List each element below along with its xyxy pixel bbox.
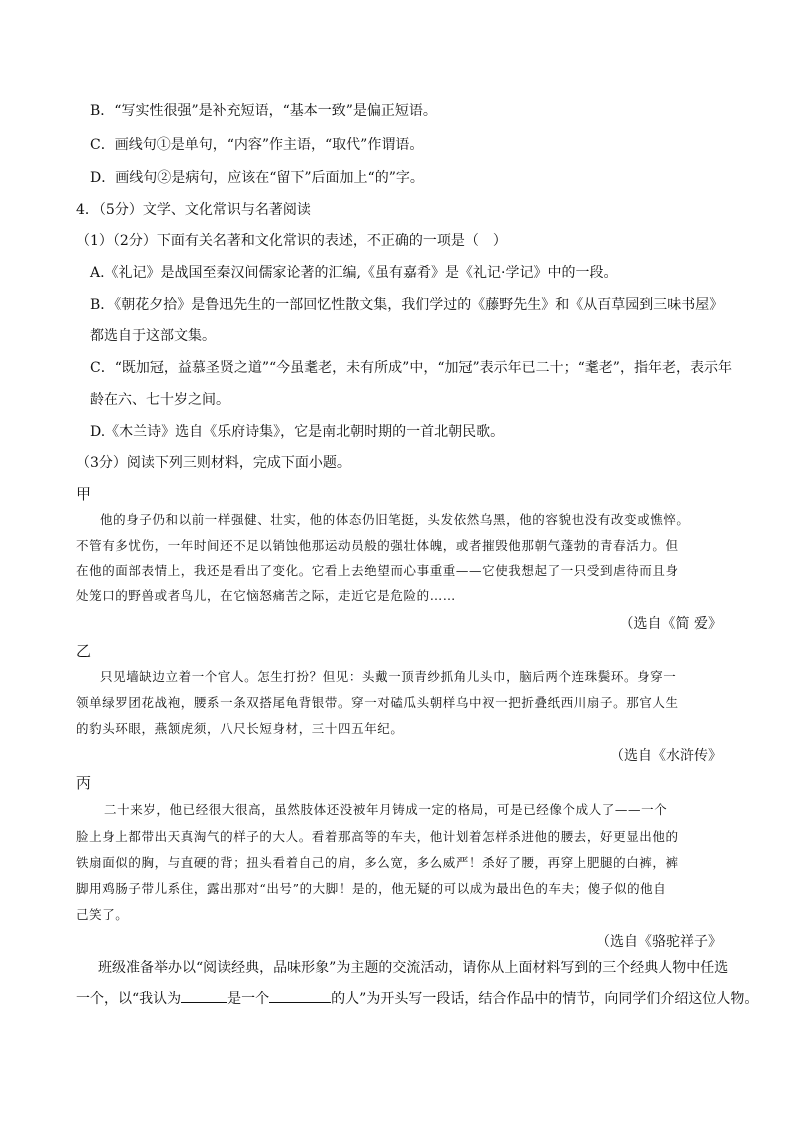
passage-yi-line: 的豹头环眼，燕颔虎须，八尺长短身材，三十四五年纪。 <box>76 721 404 736</box>
passage-bing-label: 丙 <box>76 774 92 792</box>
q4-1-option-c-line2: 龄在六、七十岁之间。 <box>90 392 230 408</box>
passage-jia-source: （选自《简 爱》 <box>619 616 722 632</box>
q4-1-stem: （1）（2分）下面有关名著和文化常识的表述，不正确的一项是（ ） <box>76 233 507 249</box>
passage-yi-source: （选自《水浒传》 <box>610 748 722 764</box>
q4-1-option-b-line1: B．《朝花夕拾》是鲁迅先生的一部回忆性散文集，我们学过的《藤野先生》和《从百草园到三味书屋》 <box>90 297 724 313</box>
answer-blank-name[interactable] <box>181 988 227 1003</box>
q4-2-task-line2 <box>76 988 758 1008</box>
q3-option-d: D．画线句②是病句，应该在“留下”后面加上“的”字。 <box>90 170 424 186</box>
q4-1-option-a: A.《礼记》是战国至秦汉间儒家论著的汇编,《虽有嘉肴》是《礼记·学记》中的一段。 <box>90 265 618 281</box>
q4-title: 4．（5分）文学、文化常识与名著阅读 <box>76 202 311 218</box>
passage-yi-label: 乙 <box>76 642 92 660</box>
passage-bing-line: 脸上身上都带出天真淘气的样子的大人。看着那高等的车夫，他计划着怎样杀进他的腰去，好更显出他的 <box>76 829 679 844</box>
q3-option-b: B．“写实性很强”是补充短语，“基本一致”是偏正短语。 <box>90 103 437 119</box>
passage-bing-line: 二十来岁，他已经很大很高，虽然肢体还没被年月铸成一定的格局，可是已经像个成人了——一个 <box>104 802 668 817</box>
task-text-a: 一个，以“我认为 <box>76 991 182 1007</box>
q4-1-option-d: D.《木兰诗》选自《乐府诗集》，它是南北朝时期的一首北朝民歌。 <box>90 424 505 440</box>
passage-yi-line: 只见墙缺边立着一个官人。怎生打扮？但见：头戴一顶青纱抓角儿头巾，脑后两个连珠鬓环。身穿一 <box>100 669 677 684</box>
q4-1-option-b-line2: 都选自于这部文集。 <box>90 328 216 344</box>
task-text-c: 的人”为开头写一段话，结合作品中的情节，向同学们介绍这位人物。 <box>331 991 759 1007</box>
passage-bing-line: 己笑了。 <box>76 907 129 922</box>
q4-1-option-c-line1: C．“既加冠，益慕圣贤之道”“今虽耄老，未有所成”中，“加冠”表示年已二十；“耄老”，指年老，表示年 <box>90 360 732 376</box>
task-text-b: 是一个 <box>227 991 270 1007</box>
passage-bing-source: （选自《骆驼祥子》 <box>596 934 722 950</box>
passage-jia-line: 不管有多忧伤，一年时间还不足以销蚀他那运动员般的强壮体魄，或者摧毁他那朝气蓬勃的青春活力。但 <box>76 538 679 553</box>
passage-jia-line: 处笼口的野兽或者鸟儿，在它恼怒痛苦之际，走近它是危险的…… <box>76 588 456 603</box>
q4-2-stem: （3分）阅读下列三则材料，完成下面小题。 <box>76 455 351 471</box>
passage-bing-line: 脚用鸡肠子带儿系住，露出那对“出号”的大脚！是的，他无疑的可以成为最出色的车夫；傻子似的他自 <box>76 881 667 896</box>
passage-bing-line: 铁扇面似的胸，与直硬的背；扭头看着自己的肩，多么宽，多么威严！杀好了腰，再穿上肥腿的白裤，裤 <box>76 855 679 870</box>
passage-jia-line: 他的身子仍和以前一样强健、壮实，他的体态仍旧笔挺，头发依然乌黑，他的容貌也没有改变或憔悴。 <box>100 512 690 527</box>
q4-2-task-line1: 班级准备举办以“阅读经典，品味形象”为主题的交流活动，请你从上面材料写到的三个经典人物中任选 <box>98 960 729 976</box>
passage-jia-label: 甲 <box>76 485 92 503</box>
passage-jia-line: 在他的面部表情上，我还是看出了变化。它看上去绝望而心事重重——它使我想起了一只受到虐待而且身 <box>76 563 679 578</box>
q3-option-c: C．画线句①是单句，“内容”作主语，“取代”作谓语。 <box>90 137 424 153</box>
passage-yi-line: 领单绿罗团花战袍，腰系一条双搭尾龟背银带。穿一对磕瓜头朝样乌中衩一把折叠纸西川扇子。那官人生 <box>76 695 679 710</box>
answer-blank-trait[interactable] <box>269 988 331 1003</box>
